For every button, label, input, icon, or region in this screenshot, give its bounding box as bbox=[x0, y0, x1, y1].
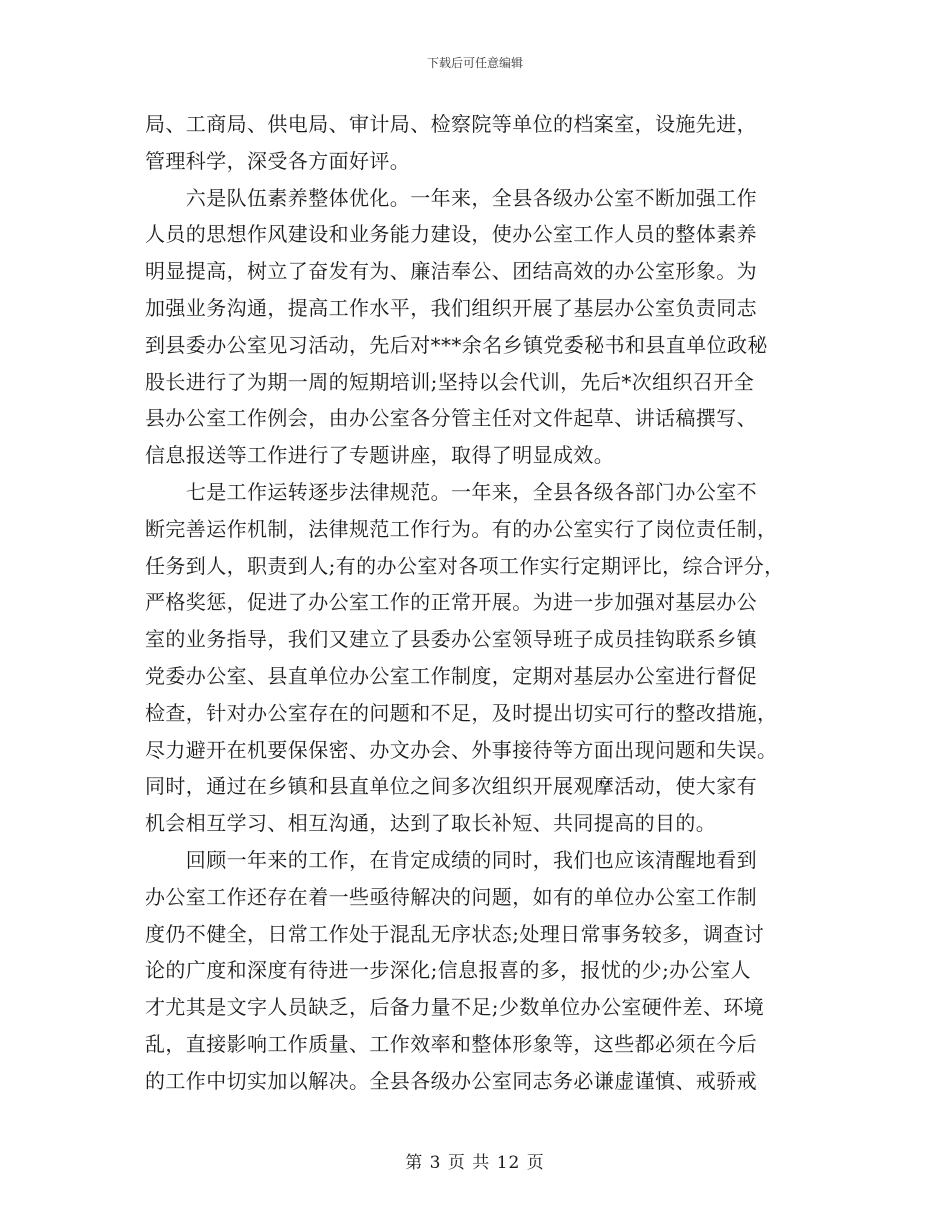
text-line: 到县委办公室见习活动，先后对***余名乡镇党委秘书和县直单位政秘 bbox=[145, 332, 768, 357]
text-line: 加强业务沟通，提高工作水平，我们组织开展了基层办公室负责同志 bbox=[145, 296, 757, 320]
text-line: 乱，直接影响工作质量、工作效率和整体形象等，这些都必须在今后 bbox=[145, 1032, 757, 1056]
text-line: 县办公室工作例会，由办公室各分管主任对文件起草、讲话稿撰写、 bbox=[145, 406, 757, 431]
text-line: 严格奖惩，促进了办公室工作的正常开展。为进一步加强对基层办公 bbox=[145, 590, 757, 615]
text-line: 室的业务指导，我们又建立了县委办公室领导班子成员挂钩联系乡镇 bbox=[145, 627, 757, 652]
text-line: 同时，通过在乡镇和县直单位之间多次组织开展观摩活动，使大家有 bbox=[145, 774, 757, 799]
text-line: 股长进行了为期一周的短期培训;坚持以会代训，先后*次组织召开全 bbox=[145, 369, 755, 394]
text-line: 任务到人，职责到人;有的办公室对各项工作实行定期评比，综合评分， bbox=[145, 553, 785, 578]
text-line: 党委办公室、县直单位办公室工作制度，定期对基层办公室进行督促 bbox=[145, 664, 757, 688]
text-line: 明显提高，树立了奋发有为、廉洁奉公、团结高效的办公室形象。为 bbox=[145, 259, 757, 284]
text-line: 局、工商局、供电局、审计局、检察院等单位的档案室，设施先进， bbox=[145, 112, 757, 136]
text-line: 回顾一年来的工作，在肯定成绩的同时，我们也应该清醒地看到 bbox=[145, 848, 757, 872]
text-line: 检查，针对办公室存在的问题和不足，及时提出切实可行的整改措施， bbox=[145, 700, 778, 725]
page-number-footer: 第 3 页 共 12 页 bbox=[405, 1153, 545, 1173]
text-line: 信息报送等工作进行了专题讲座，取得了明显成效。 bbox=[145, 443, 615, 468]
text-line: 论的广度和深度有待进一步深化;信息报喜的多，报忧的少;办公室人 bbox=[145, 958, 751, 983]
text-line: 的工作中切实加以解决。全县各级办公室同志务必谦虚谨慎、戒骄戒 bbox=[145, 1068, 757, 1093]
text-line: 七是工作运转逐步法律规范。一年来，全县各级各部门办公室不 bbox=[145, 480, 757, 504]
text-line: 管理科学，深受各方面好评。 bbox=[145, 148, 411, 173]
text-line: 度仍不健全，日常工作处于混乱无序状态;处理日常事务较多，调查讨 bbox=[145, 921, 765, 946]
text-line: 才尤其是文字人员缺乏，后备力量不足;少数单位办公室硬件差、环境 bbox=[145, 995, 765, 1020]
text-line: 断完善运作机制，法律规范工作行为。有的办公室实行了岗位责任制， bbox=[145, 516, 778, 541]
text-line: 六是队伍素养整体优化。一年来，全县各级办公室不断加强工作 bbox=[145, 185, 757, 210]
text-line: 尽力避开在机要保保密、办文办会、外事接待等方面出现问题和失误。 bbox=[145, 737, 778, 762]
text-line: 人员的思想作风建设和业务能力建设，使办公室工作人员的整体素养 bbox=[145, 222, 757, 247]
text-line: 机会相互学习、相互沟通，达到了取长补短、共同提高的目的。 bbox=[145, 811, 717, 836]
text-line: 办公室工作还存在着一些亟待解决的问题，如有的单位办公室工作制 bbox=[145, 884, 757, 909]
page-header: 下载后可任意编辑 bbox=[426, 56, 523, 70]
